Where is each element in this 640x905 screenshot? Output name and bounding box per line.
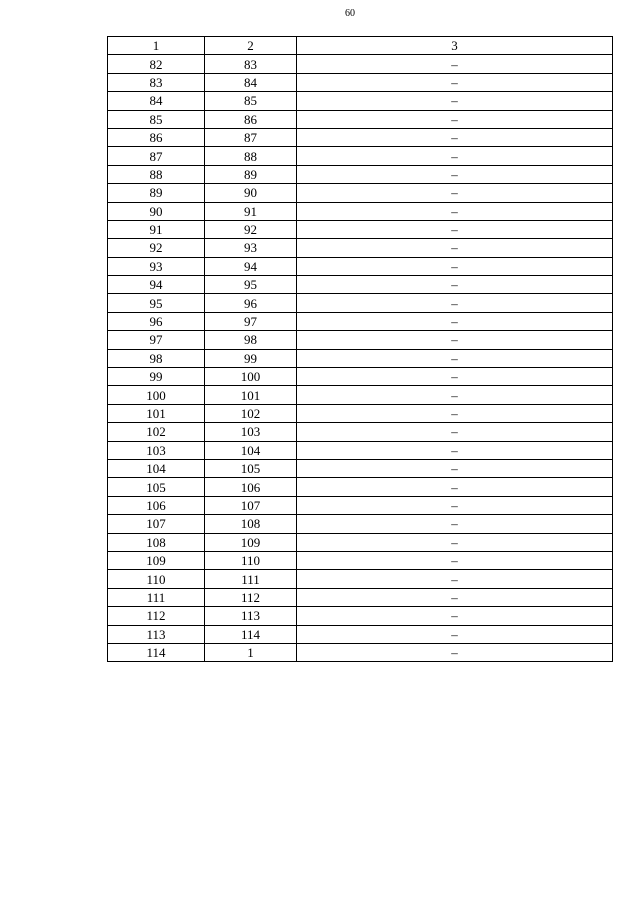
table-cell-col-2: 111	[205, 570, 297, 588]
table-cell-col-1: 107	[108, 515, 205, 533]
table-cell-col-2: 102	[205, 404, 297, 422]
table-row	[108, 588, 613, 606]
table-row	[108, 349, 613, 367]
table-row	[108, 165, 613, 183]
table-cell-col-1: 91	[108, 220, 205, 238]
table-cell-col-3: –	[297, 294, 613, 312]
table-cell-col-1: 90	[108, 202, 205, 220]
table-cell-col-1: 113	[108, 625, 205, 643]
table-row	[108, 607, 613, 625]
table-row	[108, 404, 613, 422]
table-cell-col-3: –	[297, 643, 613, 661]
table-row	[108, 110, 613, 128]
table-cell-col-3: –	[297, 478, 613, 496]
table-cell-col-2: 109	[205, 533, 297, 551]
table-cell-col-3: –	[297, 128, 613, 146]
table-cell-col-3: –	[297, 404, 613, 422]
table-row	[108, 147, 613, 165]
table-cell-col-2: 94	[205, 257, 297, 275]
table-cell-col-2: 92	[205, 220, 297, 238]
column-header-2: 2	[205, 37, 297, 55]
table-row	[108, 386, 613, 404]
page-number: 60	[345, 8, 355, 19]
data-table	[107, 36, 613, 662]
table-cell-col-3: –	[297, 147, 613, 165]
table-cell-col-1: 100	[108, 386, 205, 404]
table-cell-col-1: 86	[108, 128, 205, 146]
table-row	[108, 551, 613, 569]
table-cell-col-2: 106	[205, 478, 297, 496]
table-row	[108, 478, 613, 496]
table-cell-col-3: –	[297, 257, 613, 275]
table-row	[108, 423, 613, 441]
table-cell-col-2: 100	[205, 368, 297, 386]
table-cell-col-1: 89	[108, 184, 205, 202]
table-cell-col-2: 85	[205, 92, 297, 110]
table-cell-col-2: 104	[205, 441, 297, 459]
table-cell-col-2: 90	[205, 184, 297, 202]
table-cell-col-1: 92	[108, 239, 205, 257]
table-cell-col-2: 87	[205, 128, 297, 146]
table-cell-col-1: 93	[108, 257, 205, 275]
table-cell-col-1: 105	[108, 478, 205, 496]
table-cell-col-1: 111	[108, 588, 205, 606]
table-cell-col-3: –	[297, 496, 613, 514]
table-cell-col-3: –	[297, 55, 613, 73]
table-cell-col-3: –	[297, 625, 613, 643]
table-cell-col-1: 97	[108, 331, 205, 349]
table-cell-col-2: 110	[205, 551, 297, 569]
table-cell-col-2: 84	[205, 73, 297, 91]
table-cell-col-2: 107	[205, 496, 297, 514]
table-cell-col-3: –	[297, 349, 613, 367]
table-cell-col-1: 109	[108, 551, 205, 569]
table-cell-col-3: –	[297, 220, 613, 238]
table-cell-col-1: 108	[108, 533, 205, 551]
table-row	[108, 92, 613, 110]
table-cell-col-3: –	[297, 423, 613, 441]
table-cell-col-3: –	[297, 73, 613, 91]
table-cell-col-1: 94	[108, 276, 205, 294]
table-row	[108, 515, 613, 533]
table-cell-col-3: –	[297, 165, 613, 183]
table-row	[108, 128, 613, 146]
table-cell-col-2: 86	[205, 110, 297, 128]
table-row	[108, 533, 613, 551]
table-cell-col-3: –	[297, 110, 613, 128]
table-cell-col-3: –	[297, 570, 613, 588]
table-cell-col-2: 98	[205, 331, 297, 349]
table-cell-col-2: 96	[205, 294, 297, 312]
table-cell-col-3: –	[297, 331, 613, 349]
table-row	[108, 312, 613, 330]
table-cell-col-1: 114	[108, 643, 205, 661]
table-cell-col-3: –	[297, 239, 613, 257]
table-row	[108, 202, 613, 220]
table-cell-col-1: 88	[108, 165, 205, 183]
table-row	[108, 368, 613, 386]
table-cell-col-3: –	[297, 551, 613, 569]
table-body	[108, 55, 613, 662]
table-cell-col-1: 106	[108, 496, 205, 514]
table-cell-col-2: 113	[205, 607, 297, 625]
table-row	[108, 331, 613, 349]
table-row	[108, 496, 613, 514]
table-cell-col-3: –	[297, 202, 613, 220]
table-cell-col-1: 99	[108, 368, 205, 386]
table-cell-col-2: 93	[205, 239, 297, 257]
table-cell-col-3: –	[297, 441, 613, 459]
table-cell-col-3: –	[297, 368, 613, 386]
table-cell-col-1: 85	[108, 110, 205, 128]
table-row	[108, 257, 613, 275]
table-cell-col-1: 104	[108, 459, 205, 477]
table-cell-col-1: 112	[108, 607, 205, 625]
column-header-3: 3	[297, 37, 613, 55]
table-cell-col-3: –	[297, 312, 613, 330]
table-header-row	[108, 37, 613, 55]
table-row	[108, 55, 613, 73]
table-cell-col-2: 1	[205, 643, 297, 661]
table-cell-col-1: 101	[108, 404, 205, 422]
table-row	[108, 570, 613, 588]
table-row	[108, 441, 613, 459]
table-cell-col-3: –	[297, 276, 613, 294]
table-cell-col-2: 95	[205, 276, 297, 294]
table-cell-col-2: 83	[205, 55, 297, 73]
table-row	[108, 294, 613, 312]
table-row	[108, 73, 613, 91]
table-cell-col-2: 105	[205, 459, 297, 477]
table-cell-col-2: 88	[205, 147, 297, 165]
table-row	[108, 184, 613, 202]
table-cell-col-1: 84	[108, 92, 205, 110]
table-cell-col-3: –	[297, 533, 613, 551]
table-cell-col-1: 82	[108, 55, 205, 73]
table-row	[108, 239, 613, 257]
table-cell-col-3: –	[297, 92, 613, 110]
table-cell-col-3: –	[297, 459, 613, 477]
table-cell-col-2: 91	[205, 202, 297, 220]
table-cell-col-1: 102	[108, 423, 205, 441]
table-cell-col-3: –	[297, 184, 613, 202]
table-cell-col-3: –	[297, 515, 613, 533]
table-row	[108, 220, 613, 238]
table-cell-col-2: 89	[205, 165, 297, 183]
table-cell-col-3: –	[297, 607, 613, 625]
table-cell-col-1: 95	[108, 294, 205, 312]
table-row	[108, 276, 613, 294]
table-cell-col-2: 108	[205, 515, 297, 533]
table-row	[108, 643, 613, 661]
table-cell-col-1: 83	[108, 73, 205, 91]
table-cell-col-2: 114	[205, 625, 297, 643]
table-cell-col-2: 101	[205, 386, 297, 404]
table-cell-col-3: –	[297, 386, 613, 404]
table-cell-col-2: 103	[205, 423, 297, 441]
table-cell-col-1: 87	[108, 147, 205, 165]
table-cell-col-1: 103	[108, 441, 205, 459]
table-cell-col-2: 112	[205, 588, 297, 606]
table-row	[108, 459, 613, 477]
table-cell-col-1: 98	[108, 349, 205, 367]
table-cell-col-3: –	[297, 588, 613, 606]
table-cell-col-1: 110	[108, 570, 205, 588]
column-header-1: 1	[108, 37, 205, 55]
table-row	[108, 625, 613, 643]
table-cell-col-2: 97	[205, 312, 297, 330]
table-cell-col-2: 99	[205, 349, 297, 367]
table-cell-col-1: 96	[108, 312, 205, 330]
